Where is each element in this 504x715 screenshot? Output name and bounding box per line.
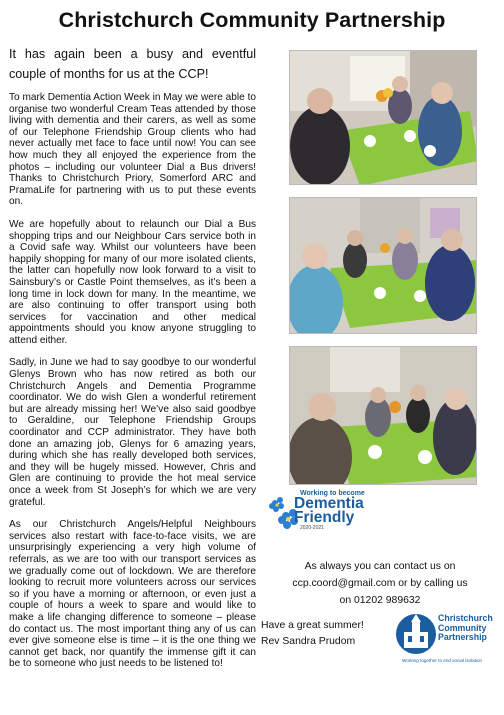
paragraph-goodbyes: Sadly, in June we had to say goodbye to our wonderful Glenys Brown who has now retired as both our Christchurch Angels and Dementia Programme coordinator. We do wish Glen a wonderful retirement but are already missing her! We’ve also said goodbye to Geraldine, our Telephone Friendship Groups coordinator and CCP administrator. They have both done an amazing job, Glenys for 6 amazing years, during which she has really developed both services, and they will be hugely missed. However, Chris and Glen are continuing to provide the hot meal service once a week from St Joseph’s for which we are very grateful. (9, 357, 256, 508)
intro-text: It has again been a busy and eventful couple of months for us at the CCP! (9, 47, 256, 81)
contact-phone-line[interactable]: on 01202 989632 (339, 595, 421, 606)
contact-email-line[interactable]: ccp.coord@gmail.com or by calling us (292, 578, 468, 589)
paragraph-dial-a-bus: We are hopefully about to relaunch our Dial a Bus shopping trips and our Neighbour Cars service both in a Covid safe way. Whilst our volunteers have been happily shopping for many of our more isolated clients, the latter can hopefully now look forward to a visit to Sainsbury’s or Castle Point themselves, as it’s been a long time in lock down for many. In the meantime, we are also continuing to offer transport using both services for vaccination and other medical appointments should you know anyone struggling to attend either. (9, 218, 256, 346)
dementia-friendly-badge (266, 490, 366, 532)
cream-tea-photo-1 (289, 50, 477, 185)
cream-tea-photo-3 (289, 346, 477, 485)
logo-name: Christchurch Community Partnership (438, 613, 493, 643)
badge-years: 2020-2021 (300, 525, 324, 531)
signoff (261, 618, 364, 650)
contact-info (265, 558, 495, 609)
signoff-author: Rev Sandra Prudom (261, 636, 356, 647)
page-title: Christchurch Community Partnership (58, 8, 446, 32)
paragraph-volunteers: As our Christchurch Angels/Helpful Neighbours services also restart with face-to-face visits, we are unsurprisingly experiencing a very high volume of referrals, as we are too with our transport services as we gradually come out of lockdown. We are therefore looking to recruit more volunteers across our services so if you have a morning or afternoon, or even just a couple of hours a week to spare and would like to make a life changing difference to someone – please do contact us. The most important thing any of us can ever give someone else is time – it is the one thing we cannot get back, nor quantify the immense gift it can be to someone who just needs to be listened to! (9, 519, 256, 670)
ccp-logo (395, 610, 500, 670)
badge-title: Dementia Friendly (294, 495, 364, 526)
paragraph-dementia-week: To mark Dementia Action Week in May we were able to organise two wonderful Cream Teas attended by those living with dementia and their carers, as well as some of our Telephone Friendship Group clients who had never actually met face to face until now! You can see how much they all enjoyed the experience from the photos – including our volunteer Dial a Bus drivers! Thanks to Christchurch Priory, Somerford ARC and PramaLife for partnering with us to put these events on. (9, 92, 256, 208)
badge-top-text: Working to become (300, 490, 365, 497)
contact-line-1: As always you can contact us on (304, 561, 456, 572)
cream-tea-photo-2 (289, 197, 477, 334)
signoff-greeting: Have a great summer! (261, 620, 364, 631)
church-logo-icon (395, 612, 437, 656)
photo-column (289, 50, 477, 497)
article-body (9, 44, 256, 681)
logo-tagline: Working together to end social isolation (402, 658, 483, 663)
